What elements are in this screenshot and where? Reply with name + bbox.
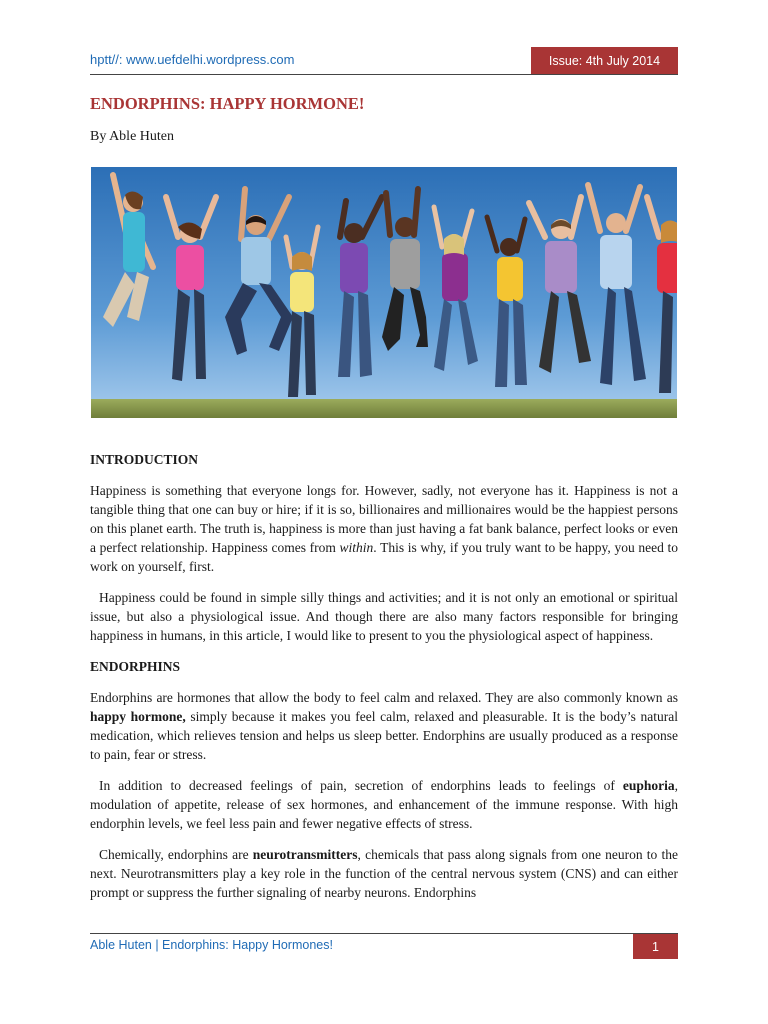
section-heading-introduction: INTRODUCTION: [90, 452, 199, 467]
section-heading-endorphins: ENDORPHINS: [90, 659, 181, 674]
text-run: , chemicals that pass along signals from one neuron to the next. Neurotransmitters play a key role in the function of the central nervous system (CNS) and can either prompt or suppress the further signaling of nearby neurons. Endorphins: [90, 847, 678, 900]
issue-badge: Issue: 4th July 2014: [531, 47, 678, 75]
text-run: In addition to decreased feelings of pain, secretion of endorphins leads to feelings of: [99, 778, 623, 793]
header-divider: [90, 74, 678, 75]
bold-neurotransmitters: neurotransmitters: [252, 847, 358, 862]
text-run: . This is why, if you truly want to be happy, you need to work on yourself, first.: [90, 540, 679, 574]
text-run: Happiness is something that everyone longs for. However, sadly, not everyone has it. Happiness is not a tangible thing that one can buy or hire; if it is so, billionaires and millionaires would be the happiest persons on this planet earth. The truth is, happiness is more than just having a fat bank balance, perfect looks or even a perfect relationship. Happiness comes from: [90, 483, 678, 555]
hero-image: [91, 167, 677, 418]
byline: By Able Huten: [90, 129, 174, 144]
bold-euphoria: euphoria: [622, 778, 675, 793]
intro-paragraph-1: [90, 481, 678, 576]
endorphins-paragraph-3: [90, 845, 678, 902]
intro-paragraph-2: Happiness could be found in simple silly things and activities; and it is not only an emotional or spiritual issue, but also a physiological issue. And though there are also many factors responsible for bringing happiness in humans, in this article, I would like to present to you the physiological aspect of happiness.: [90, 590, 678, 643]
text-run: Chemically, endorphins are: [99, 847, 253, 862]
text-run: , modulation of appetite, release of sex hormones, and enhancement of the immune response. With high endorphin levels, we feel less pain and fewer negative effects of stress.: [90, 778, 678, 831]
article-title: ENDORPHINS: HAPPY HORMONE!: [90, 94, 365, 113]
page-number: 1: [633, 934, 678, 959]
article-body: [90, 450, 678, 914]
emphasis-within: within: [339, 540, 374, 555]
endorphins-paragraph-2: [90, 776, 678, 833]
endorphins-paragraph-1: [90, 688, 678, 764]
text-run: Endorphins are hormones that allow the body to feel calm and relaxed. They are also commonly known as: [90, 690, 678, 705]
header-url[interactable]: hptt//: www.uefdelhi.wordpress.com: [90, 52, 295, 67]
text-run: simply because it makes you feel calm, relaxed and pleasurable. It is the body’s natural medication, which relieves tension and helps us sleep better. Endorphins are usually produced as a response to pain, fear or stress.: [90, 709, 678, 762]
jumping-people-illustration: [91, 167, 677, 418]
bold-happy-hormone: happy hormone,: [90, 709, 186, 724]
footer-divider: [90, 933, 678, 934]
footer-text: Able Huten | Endorphins: Happy Hormones!: [90, 938, 333, 952]
